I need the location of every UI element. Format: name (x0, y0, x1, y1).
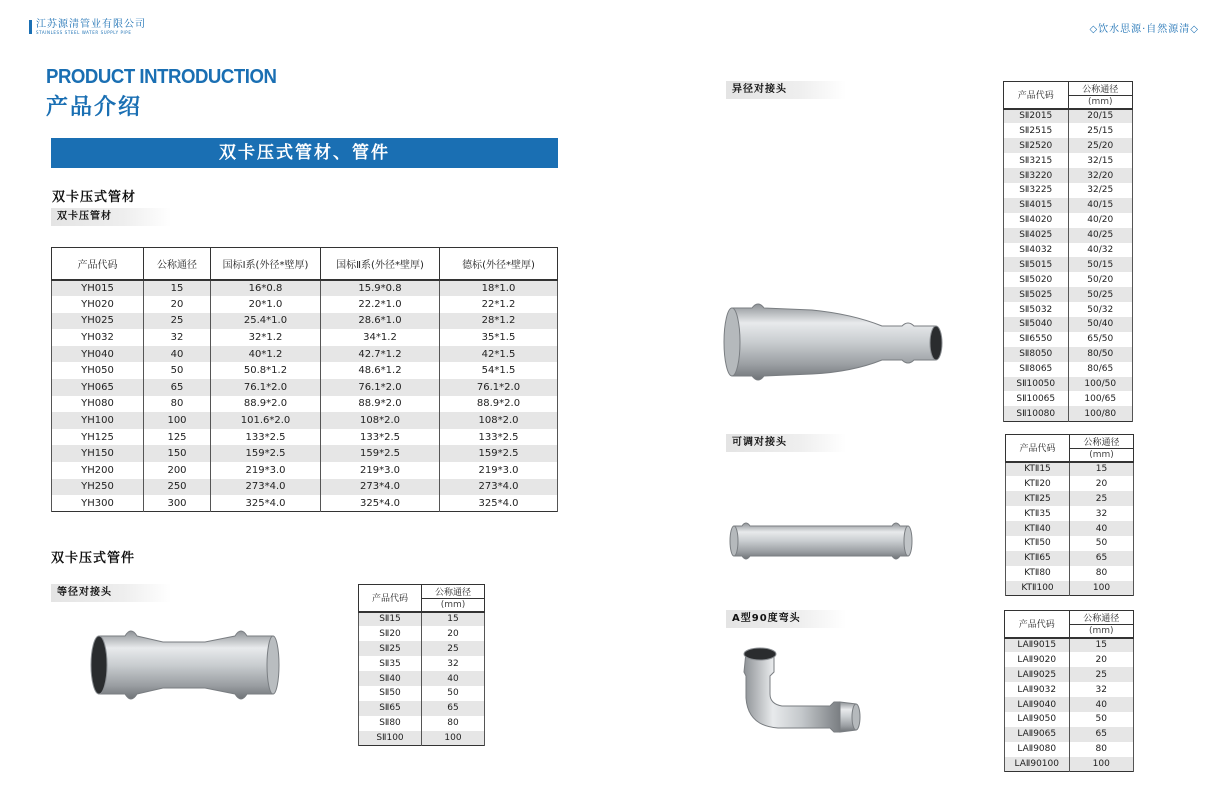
cell-size: 100 (1070, 581, 1134, 596)
cell-code: YH025 (52, 313, 144, 330)
header-size: 公称通径 (422, 585, 485, 599)
table-row (1004, 406, 1133, 421)
cell-code: SⅡ2015 (1004, 109, 1069, 124)
cell-code: SⅡ5025 (1004, 287, 1069, 302)
table-row (1005, 697, 1134, 712)
cell-code: YH065 (52, 379, 144, 396)
cell-size: 32/25 (1068, 183, 1133, 198)
table-row (1004, 257, 1133, 272)
cell-gb1: 40*1.2 (211, 346, 321, 363)
table-row (1004, 362, 1133, 377)
cell-code: KTⅡ65 (1006, 551, 1070, 566)
cell-size: 100/50 (1068, 377, 1133, 392)
table-row (1004, 272, 1133, 287)
fittings-section-title: 双卡压式管件 (51, 551, 136, 566)
logo-text (36, 20, 146, 36)
cell-din: 54*1.5 (440, 362, 558, 379)
cell-gb1: 101.6*2.0 (211, 412, 321, 429)
cell-code: KTⅡ35 (1006, 506, 1070, 521)
cell-code: SⅡ50 (359, 686, 422, 701)
cell-gb2: 88.9*2.0 (321, 396, 440, 413)
equal-coupling-title: 等径对接头 (51, 584, 171, 602)
table-row (1005, 727, 1134, 742)
table-row (1004, 302, 1133, 317)
table-row (52, 412, 558, 429)
cell-code: KTⅡ15 (1006, 462, 1070, 477)
company-name-cn: 江苏源清管业有限公司 (36, 19, 146, 30)
table-row (52, 495, 558, 512)
table-row (1006, 566, 1134, 581)
col-header-din: 德标(外径*壁厚) (440, 248, 558, 280)
cell-size: 300 (144, 495, 211, 512)
cell-gb2: 42.7*1.2 (321, 346, 440, 363)
table-row (52, 396, 558, 413)
table-row (1004, 198, 1133, 213)
elbow-90-image (734, 642, 866, 738)
cell-size: 200 (144, 462, 211, 479)
table-row (1006, 521, 1134, 536)
table-row (359, 686, 485, 701)
cell-code: SⅡ10065 (1004, 391, 1069, 406)
elbow-title: A型90度弯头 (726, 610, 846, 628)
cell-size: 80 (144, 396, 211, 413)
cell-size: 20 (1070, 476, 1134, 491)
cell-din: 88.9*2.0 (440, 396, 558, 413)
cell-gb2: 48.6*1.2 (321, 362, 440, 379)
cell-code: YH015 (52, 280, 144, 297)
table-row (1005, 638, 1134, 653)
cell-gb1: 16*0.8 (211, 280, 321, 297)
cell-code: LAⅡ9040 (1005, 697, 1070, 712)
pipes-sub-title: 双卡压管材 (51, 208, 171, 226)
cell-size: 40/15 (1068, 198, 1133, 213)
table-row (1004, 109, 1133, 124)
table-row (1005, 667, 1134, 682)
table-row (52, 346, 558, 363)
cell-gb2: 273*4.0 (321, 479, 440, 496)
cell-size: 50 (1070, 536, 1134, 551)
cell-code: SⅡ8050 (1004, 347, 1069, 362)
table-row (1004, 138, 1133, 153)
cell-code: SⅡ15 (359, 612, 422, 627)
table-row (52, 429, 558, 446)
cell-gb2: 108*2.0 (321, 412, 440, 429)
header-size: 公称通径 (1069, 611, 1134, 625)
cell-size: 50 (144, 362, 211, 379)
table-row (1005, 682, 1134, 697)
cell-code: YH050 (52, 362, 144, 379)
header-unit: (mm) (422, 599, 485, 612)
cell-gb2: 34*1.2 (321, 329, 440, 346)
header-unit: (mm) (1068, 96, 1133, 109)
table-row (359, 716, 485, 731)
cell-size: 20 (422, 626, 485, 641)
cell-size: 32/15 (1068, 153, 1133, 168)
cell-code: SⅡ35 (359, 656, 422, 671)
cell-size: 15 (422, 612, 485, 627)
cell-code: SⅡ40 (359, 671, 422, 686)
cell-gb1: 159*2.5 (211, 445, 321, 462)
cell-size: 25 (1070, 491, 1134, 506)
cell-size: 20 (144, 296, 211, 313)
header-code: 产品代码 (1004, 82, 1069, 109)
col-header-code: 产品代码 (52, 248, 144, 280)
table-row (52, 445, 558, 462)
table-row (52, 479, 558, 496)
cell-size: 25 (1069, 667, 1134, 682)
company-name-en: STAINLESS STEEL WATER SUPPLY PIPE (36, 30, 132, 35)
cell-code: SⅡ3225 (1004, 183, 1069, 198)
cell-size: 80/50 (1068, 347, 1133, 362)
cell-size: 50 (422, 686, 485, 701)
cell-code: LAⅡ9020 (1005, 652, 1070, 667)
cell-code: SⅡ4015 (1004, 198, 1069, 213)
cell-code: YH150 (52, 445, 144, 462)
table-row (1004, 287, 1133, 302)
cell-size: 40/20 (1068, 213, 1133, 228)
cell-din: 133*2.5 (440, 429, 558, 446)
cell-size: 100/80 (1068, 406, 1133, 421)
reducer-coupling-image (722, 298, 948, 384)
cell-code: LAⅡ9015 (1005, 638, 1070, 653)
table-row (52, 296, 558, 313)
cell-size: 40 (1069, 697, 1134, 712)
cell-size: 50/20 (1068, 272, 1133, 287)
cell-gb1: 25.4*1.0 (211, 313, 321, 330)
table-row (52, 329, 558, 346)
cell-size: 32 (1070, 506, 1134, 521)
cell-size: 65 (144, 379, 211, 396)
cell-size: 50 (1069, 712, 1134, 727)
cell-size: 80 (1069, 742, 1134, 757)
adjustable-coupling-image (728, 518, 914, 564)
table-row (1004, 123, 1133, 138)
cell-code: SⅡ2515 (1004, 123, 1069, 138)
logo-bar (29, 20, 32, 34)
cell-code: KTⅡ25 (1006, 491, 1070, 506)
cell-gb2: 219*3.0 (321, 462, 440, 479)
table-row (359, 731, 485, 746)
cell-code: SⅡ5015 (1004, 257, 1069, 272)
table-row (359, 701, 485, 716)
cell-size: 100 (1069, 757, 1134, 772)
cell-code: SⅡ4032 (1004, 243, 1069, 258)
cell-code: KTⅡ100 (1006, 581, 1070, 596)
cell-gb1: 20*1.0 (211, 296, 321, 313)
cell-gb1: 32*1.2 (211, 329, 321, 346)
table-row (359, 641, 485, 656)
cell-gb1: 273*4.0 (211, 479, 321, 496)
table-row (359, 612, 485, 627)
cell-size: 50/15 (1068, 257, 1133, 272)
table-row (1005, 742, 1134, 757)
cell-code: KTⅡ40 (1006, 521, 1070, 536)
cell-size: 25 (422, 641, 485, 656)
table-row (52, 313, 558, 330)
table-row (359, 626, 485, 641)
cell-code: SⅡ100 (359, 731, 422, 746)
cell-code: YH040 (52, 346, 144, 363)
pipes-table (51, 247, 558, 512)
cell-size: 32 (422, 656, 485, 671)
cell-gb2: 22.2*1.0 (321, 296, 440, 313)
cell-gb2: 28.6*1.0 (321, 313, 440, 330)
table-row (52, 379, 558, 396)
cell-gb2: 159*2.5 (321, 445, 440, 462)
header-unit: (mm) (1070, 449, 1134, 462)
cell-gb1: 88.9*2.0 (211, 396, 321, 413)
cell-code: SⅡ5040 (1004, 317, 1069, 332)
cell-gb1: 76.1*2.0 (211, 379, 321, 396)
cell-size: 65 (1070, 551, 1134, 566)
cell-gb1: 325*4.0 (211, 495, 321, 512)
adjustable-coupling-table (1005, 434, 1134, 596)
table-row (1006, 536, 1134, 551)
company-logo (29, 20, 146, 36)
table-row (1004, 228, 1133, 243)
slogan: ◇饮水思源·自然源清◇ (1089, 24, 1199, 35)
table-row (359, 671, 485, 686)
cell-gb2: 325*4.0 (321, 495, 440, 512)
reducer-title: 异径对接头 (726, 81, 846, 99)
cell-size: 125 (144, 429, 211, 446)
cell-code: SⅡ3215 (1004, 153, 1069, 168)
col-header-gb1: 国标Ⅰ系(外径*壁厚) (211, 248, 321, 280)
cell-din: 42*1.5 (440, 346, 558, 363)
header-size: 公称通径 (1070, 435, 1134, 449)
table-row (1004, 332, 1133, 347)
col-header-size: 公称通径 (144, 248, 211, 280)
table-row (1006, 462, 1134, 477)
table-row (52, 362, 558, 379)
cell-din: 22*1.2 (440, 296, 558, 313)
cell-gb2: 133*2.5 (321, 429, 440, 446)
cell-code: KTⅡ20 (1006, 476, 1070, 491)
cell-code: YH250 (52, 479, 144, 496)
cell-code: SⅡ4025 (1004, 228, 1069, 243)
cell-code: YH125 (52, 429, 144, 446)
cell-din: 219*3.0 (440, 462, 558, 479)
cell-code: LAⅡ90100 (1005, 757, 1070, 772)
reducer-table (1003, 81, 1133, 422)
cell-size: 40/25 (1068, 228, 1133, 243)
cell-size: 32 (144, 329, 211, 346)
cell-code: LAⅡ9065 (1005, 727, 1070, 742)
cell-code: KTⅡ50 (1006, 536, 1070, 551)
cell-size: 100 (422, 731, 485, 746)
table-row (1005, 712, 1134, 727)
cell-code: SⅡ25 (359, 641, 422, 656)
table-row (1004, 243, 1133, 258)
cell-gb2: 15.9*0.8 (321, 280, 440, 297)
cell-code: SⅡ3220 (1004, 168, 1069, 183)
cell-size: 100 (144, 412, 211, 429)
cell-code: SⅡ10050 (1004, 377, 1069, 392)
table-row (1004, 153, 1133, 168)
table-row (52, 280, 558, 297)
cell-code: KTⅡ80 (1006, 566, 1070, 581)
cell-code: SⅡ2520 (1004, 138, 1069, 153)
cell-din: 76.1*2.0 (440, 379, 558, 396)
header-code: 产品代码 (359, 585, 422, 612)
cell-size: 40 (144, 346, 211, 363)
section-banner: 双卡压式管材、管件 (51, 138, 558, 168)
pipes-table-header (52, 248, 558, 280)
cell-code: SⅡ5020 (1004, 272, 1069, 287)
cell-code: SⅡ10080 (1004, 406, 1069, 421)
cell-din: 108*2.0 (440, 412, 558, 429)
cell-gb1: 219*3.0 (211, 462, 321, 479)
cell-din: 28*1.2 (440, 313, 558, 330)
cell-size: 100/65 (1068, 391, 1133, 406)
table-row (1006, 491, 1134, 506)
cell-code: SⅡ8065 (1004, 362, 1069, 377)
table-row (52, 462, 558, 479)
cell-gb2: 76.1*2.0 (321, 379, 440, 396)
header-code: 产品代码 (1006, 435, 1070, 462)
table-row (1005, 652, 1134, 667)
table-row (1006, 476, 1134, 491)
cell-size: 40 (1070, 521, 1134, 536)
cell-size: 40/32 (1068, 243, 1133, 258)
cell-size: 32/20 (1068, 168, 1133, 183)
header-unit: (mm) (1069, 625, 1134, 638)
cell-code: SⅡ6550 (1004, 332, 1069, 347)
table-row (1006, 551, 1134, 566)
cell-din: 35*1.5 (440, 329, 558, 346)
table-row (1004, 183, 1133, 198)
cell-size: 80 (422, 716, 485, 731)
equal-coupling-image (85, 622, 285, 708)
elbow-table (1004, 610, 1134, 772)
cell-size: 80/65 (1068, 362, 1133, 377)
cell-din: 159*2.5 (440, 445, 558, 462)
cell-size: 15 (1070, 462, 1134, 477)
table-row (1004, 168, 1133, 183)
cell-size: 25 (144, 313, 211, 330)
table-row (1004, 377, 1133, 392)
cell-code: SⅡ80 (359, 716, 422, 731)
cell-code: YH200 (52, 462, 144, 479)
cell-size: 32 (1069, 682, 1134, 697)
page-title-cn: 产品介绍 (46, 95, 143, 120)
cell-code: SⅡ65 (359, 701, 422, 716)
cell-size: 20/15 (1068, 109, 1133, 124)
table-row (1004, 317, 1133, 332)
cell-size: 50/40 (1068, 317, 1133, 332)
table-row (1004, 391, 1133, 406)
cell-din: 273*4.0 (440, 479, 558, 496)
cell-size: 65 (422, 701, 485, 716)
cell-size: 250 (144, 479, 211, 496)
cell-gb1: 50.8*1.2 (211, 362, 321, 379)
cell-code: YH020 (52, 296, 144, 313)
table-row (1006, 581, 1134, 596)
cell-code: SⅡ5032 (1004, 302, 1069, 317)
pipes-section-title: 双卡压式管材 (52, 190, 137, 205)
cell-code: SⅡ20 (359, 626, 422, 641)
cell-size: 25/20 (1068, 138, 1133, 153)
cell-code: LAⅡ9080 (1005, 742, 1070, 757)
cell-code: LAⅡ9025 (1005, 667, 1070, 682)
cell-code: YH300 (52, 495, 144, 512)
table-row (1005, 757, 1134, 772)
cell-code: YH080 (52, 396, 144, 413)
cell-size: 150 (144, 445, 211, 462)
header-size: 公称通径 (1068, 82, 1133, 96)
cell-size: 65/50 (1068, 332, 1133, 347)
header-code: 产品代码 (1005, 611, 1070, 638)
cell-code: SⅡ4020 (1004, 213, 1069, 228)
cell-code: LAⅡ9050 (1005, 712, 1070, 727)
cell-code: YH032 (52, 329, 144, 346)
cell-size: 65 (1069, 727, 1134, 742)
table-row (359, 656, 485, 671)
cell-size: 40 (422, 671, 485, 686)
adjustable-coupling-title: 可调对接头 (726, 434, 846, 452)
table-row (1006, 506, 1134, 521)
cell-size: 50/32 (1068, 302, 1133, 317)
table-row (1004, 347, 1133, 362)
cell-code: LAⅡ9032 (1005, 682, 1070, 697)
page-title-en: PRODUCT INTRODUCTION (46, 66, 277, 88)
cell-size: 20 (1069, 652, 1134, 667)
cell-size: 50/25 (1068, 287, 1133, 302)
cell-size: 80 (1070, 566, 1134, 581)
cell-code: YH100 (52, 412, 144, 429)
col-header-gb2: 国标Ⅱ系(外径*壁厚) (321, 248, 440, 280)
equal-coupling-table (358, 584, 485, 746)
table-row (1004, 213, 1133, 228)
cell-size: 15 (1069, 638, 1134, 653)
cell-size: 25/15 (1068, 123, 1133, 138)
cell-size: 15 (144, 280, 211, 297)
cell-din: 325*4.0 (440, 495, 558, 512)
cell-gb1: 133*2.5 (211, 429, 321, 446)
cell-din: 18*1.0 (440, 280, 558, 297)
